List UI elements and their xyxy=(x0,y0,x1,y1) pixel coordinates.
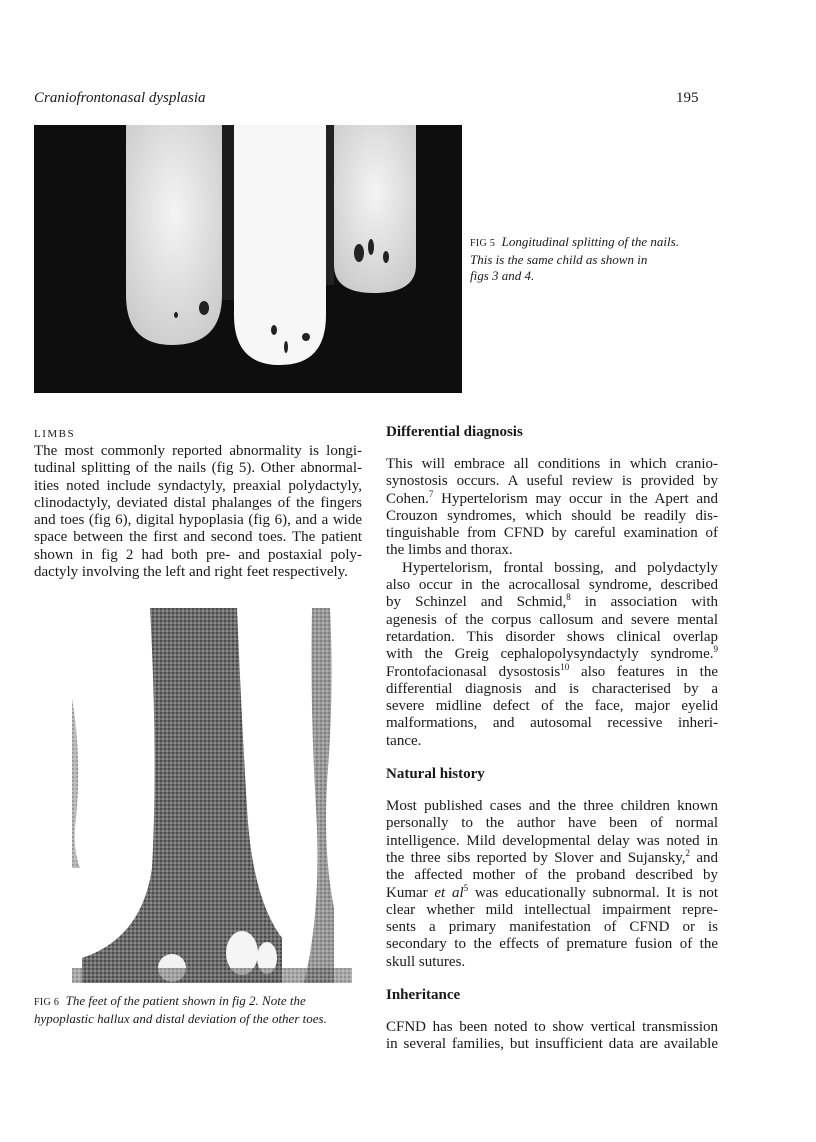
text-line: in several families, but insufficient data are available xyxy=(386,1036,718,1053)
text-line: also occur in the acrocallosal syndrome, described xyxy=(386,577,718,594)
text-fragment: was educationally subnormal. It is not xyxy=(474,884,719,901)
text-fragment: and xyxy=(696,849,718,866)
feet-photo-illustration xyxy=(72,608,352,983)
reference-5: 5 xyxy=(463,882,469,893)
text-line: sents a primary manifestation of CFND or is xyxy=(386,919,718,936)
text-line: retardation. This disorder shows clinical overlap xyxy=(386,628,718,645)
text-line: ities noted include syndactyly, preaxial polydactyly, xyxy=(34,477,362,494)
text-line xyxy=(386,661,718,681)
text-line: tinguishable from CFND by careful examination of xyxy=(386,525,718,542)
text-line xyxy=(386,882,719,902)
reference-10: 10 xyxy=(560,661,570,672)
text-fragment: by Schinzel and Schmid, xyxy=(386,594,567,611)
figure-6-caption xyxy=(34,993,364,1027)
figure-5-caption-line: Longitudinal splitting of the nails. xyxy=(501,234,679,249)
text-line: dactyly involving the left and right feet respectively. xyxy=(34,564,348,581)
text-line xyxy=(386,488,718,508)
inheritance-heading: Inheritance xyxy=(386,987,461,1004)
reference-9: 9 xyxy=(713,644,718,655)
text-line xyxy=(386,847,718,867)
text-line xyxy=(386,594,718,611)
text-line: skull sutures. xyxy=(386,953,466,970)
differential-paragraph-1 xyxy=(386,456,718,560)
text-line: the affected mother of the proband described by xyxy=(386,867,718,884)
figure-5-caption-line: figs 3 and 4. xyxy=(470,268,535,283)
limbs-section xyxy=(34,426,362,581)
reference-8: 8 xyxy=(566,592,571,603)
text-line: CFND has been noted to show vertical transmission xyxy=(386,1019,718,1036)
figure-5-label: FIG 5 xyxy=(470,238,496,249)
text-line: secondary to the effects of premature fusion of the xyxy=(386,936,718,953)
text-line: space between the first and second toes. The patient xyxy=(34,529,362,546)
text-fragment: in association with xyxy=(584,594,718,611)
text-line: differential diagnosis and is characterised by a xyxy=(386,680,718,697)
text-fragment: Cohen. xyxy=(386,490,429,507)
text-line: and toes (fig 6), digital hypoplasia (fig 6), and a wide xyxy=(34,512,362,529)
text-line: personally to the author have been of normal xyxy=(386,815,718,832)
text-line: clear whether mild intellectual impairment repre- xyxy=(386,901,718,918)
figure-5-caption xyxy=(470,234,730,284)
text-fragment: also features in the xyxy=(581,663,718,680)
figure-6-label: FIG 6 xyxy=(34,997,60,1008)
text-line: the limbs and thorax. xyxy=(386,542,513,559)
limbs-paragraph xyxy=(34,443,362,581)
text-fragment: Hypertelorism may occur in the Apert and xyxy=(441,490,718,507)
text-fragment: Frontofacionasal dysostosis xyxy=(386,663,561,680)
text-line: malformations, and autosomal recessive inheri- xyxy=(386,715,718,732)
text-line: The most commonly reported abnormality is longi- xyxy=(34,443,362,459)
text-line: Hypertelorism, frontal bossing, and polydactyly xyxy=(402,559,718,576)
text-line: agenesis of the corpus callosum and severe mental xyxy=(386,611,718,628)
natural-history-paragraph xyxy=(386,798,718,971)
text-line: tance. xyxy=(386,732,422,749)
text-line: Crouzon syndromes, which should be readily dis- xyxy=(386,507,718,524)
text-fragment: the three sibs reported by Slover and Sujansky, xyxy=(386,849,686,866)
figure-5-photo xyxy=(34,125,462,393)
text-fragment-italic: et al xyxy=(434,884,464,901)
text-line: severe midline defect of the face, major eyelid xyxy=(386,698,718,715)
limbs-heading: LIMBS xyxy=(34,428,76,440)
right-column xyxy=(386,424,718,1054)
text-fragment: with the Greig cephalopolysyndactyly syndrome. xyxy=(386,646,714,663)
running-title: Craniofrontonasal dysplasia xyxy=(34,90,206,106)
text-line: Most published cases and the three children known xyxy=(386,798,718,815)
text-line: tudinal splitting of the nails (fig 5). Other abnormal- xyxy=(34,460,362,477)
text-line xyxy=(386,646,718,663)
text-fragment: Kumar xyxy=(386,884,428,901)
page-number: 195 xyxy=(676,90,699,106)
inheritance-paragraph xyxy=(386,1019,718,1054)
reference-7: 7 xyxy=(428,488,434,499)
differential-paragraph-2 xyxy=(386,560,718,750)
figure-5-caption-line: This is the same child as shown in xyxy=(470,252,648,267)
figure-6-photo xyxy=(72,608,352,983)
natural-history-heading: Natural history xyxy=(386,766,485,783)
text-line: clinodactyly, deviated distal phalanges of the fingers xyxy=(34,494,362,511)
figure-6-caption-line: hypoplastic hallux and distal deviation of the other toes. xyxy=(34,1011,327,1026)
text-line: shown in fig 2 had both pre- and postaxial poly- xyxy=(34,546,362,563)
text-line: synostosis occurs. A useful review is provided by xyxy=(386,473,718,490)
text-line: intelligence. Mild developmental delay was noted in xyxy=(386,832,718,849)
reference-2: 2 xyxy=(685,847,690,858)
text-line: This will embrace all conditions in which cranio- xyxy=(386,456,718,472)
nails-photo-illustration xyxy=(34,125,462,393)
figure-6-caption-line: The feet of the patient shown in fig 2. Note the xyxy=(65,993,306,1008)
differential-diagnosis-heading: Differential diagnosis xyxy=(386,424,523,440)
